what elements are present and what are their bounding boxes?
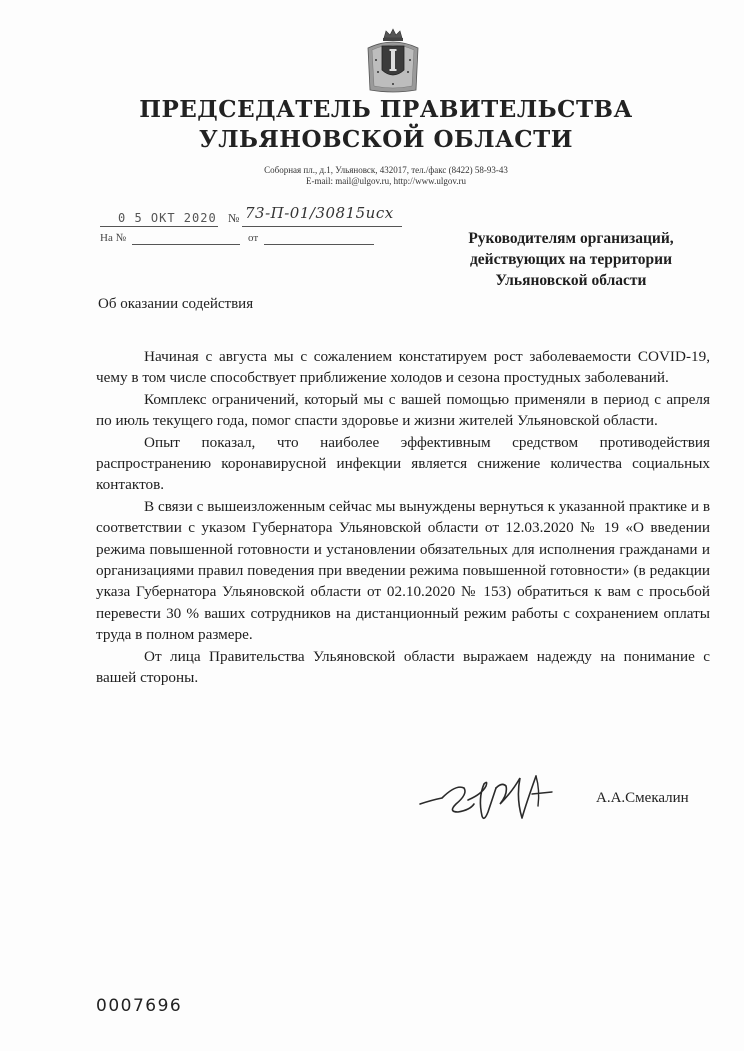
addressee-line2: действующих на территории: [469, 251, 673, 268]
date-underline: [100, 226, 218, 227]
coat-of-arms-emblem: [362, 28, 424, 94]
handwritten-signature: [412, 764, 582, 834]
body-paragraph: От лица Правительства Ульяновской области выражаем надежду на понимание с вашей стороны.: [96, 647, 710, 687]
number-sign: №: [228, 211, 240, 225]
letter-subject: Об оказании содействия: [98, 296, 254, 312]
body-paragraph: Опыт показал, что наиболее эффективным средством противодействия распространению коронавирусной инфекции является снижение количества социальных контактов.: [96, 433, 710, 494]
addressee-block: [440, 228, 702, 291]
reply-to-underline: [132, 244, 240, 245]
from-underline: [264, 244, 374, 245]
letter-body: [96, 346, 710, 689]
signer-name: А.А.Смекалин: [596, 790, 689, 806]
addressee-line3: Ульяновской области: [495, 272, 647, 289]
body-paragraph: Комплекс ограничений, который мы с вашей помощью применяли в период с апреля по июль текущего года, помог спасти здоровье и жизни жителей Ульяновской области.: [96, 390, 710, 430]
number-underline: [242, 226, 402, 227]
from-label: от: [248, 232, 259, 244]
handwritten-outgoing-number: 73-П-01/30815исх: [245, 204, 394, 222]
contacts-email: E-mail: mail@ulgov.ru, http://www.ulgov.ru: [305, 176, 467, 186]
document-serial-number: 0007696: [96, 996, 183, 1016]
org-title-line1: ПРЕДСЕДАТЕЛЬ ПРАВИТЕЛЬСТВА: [139, 96, 633, 123]
body-paragraph: Начиная с августа мы с сожалением констатируем рост заболеваемости COVID-19, чему в том числе способствует приближение холодов и сезона простудных заболеваний.: [96, 348, 710, 387]
contacts-address: Соборная пл., д.1, Ульяновск, 432017, тел./факс (8422) 58-93-43: [264, 165, 508, 175]
reply-to-row: [100, 232, 126, 244]
body-paragraph: В связи с вышеизложенным сейчас мы вынуждены вернуться к указанной практике и в соответствии с указом Губернатора Ульяновской области от 12.03.2020 № 19 «О введении режима повышенной готовности и установлении обязательных для исполнения гражданами и организациями правил поведения при введении режима повышенной готовности» (в редакции указа Губернатора Ульяновской области от 02.10.2020 № 153) обратиться к вам с просьбой перевести 30 % ваших сотрудников на дистанционный режим работы с сохранением оплаты труда в полном размере.: [96, 497, 710, 644]
org-title-line2: УЛЬЯНОВСКОЙ ОБЛАСТИ: [199, 126, 573, 153]
date-stamp: 0 5 ОКТ 2020: [118, 211, 217, 225]
addressee-line1: Руководителям организаций,: [468, 230, 674, 247]
from-row: [248, 232, 258, 244]
reply-to-label: На №: [100, 232, 127, 244]
